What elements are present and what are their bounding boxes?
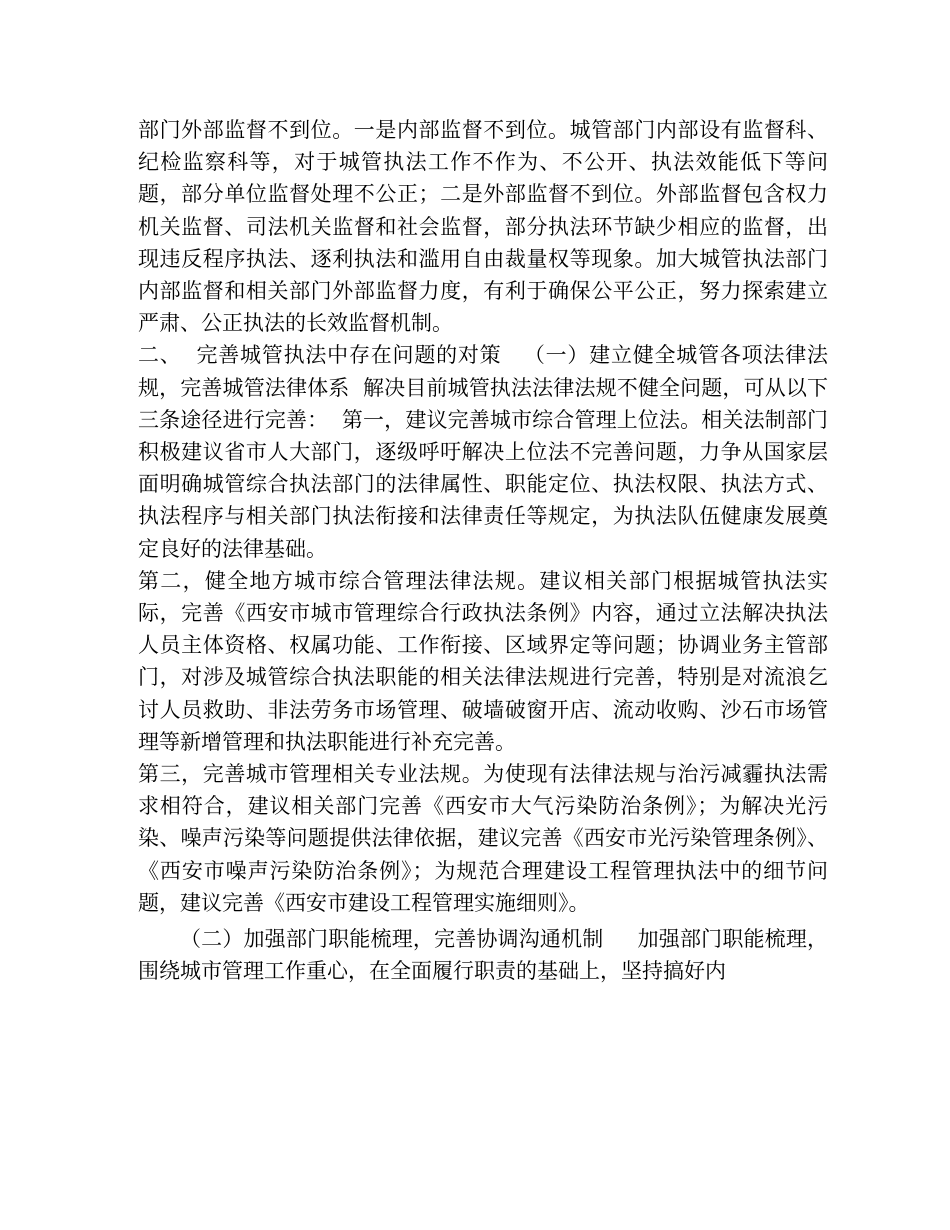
paragraph-countermeasures: 二、 完善城管执法中存在问题的对策 （一）建立健全城管各项法律法规，完善城管法律体系 解决目前城管执法法律法规不健全问题，可从以下三条途径进行完善： 第一，建议完善城市综合管理上位法。相关法制部门积极建议省市人大部门，逐级呼吁解决上位法不完善问题，力争从国家层面明确城管综合执法部门的法律属性、职能定位、执法权限、执法方式、执法程序与相关部门执法衔接和法律责任等规定，为执法队伍健康发展奠定良好的法律基础。 xyxy=(138,343,828,561)
paragraph-second-point: 第二，健全地方城市综合管理法律法规。建议相关部门根据城管执法实际，完善《西安市城市管理综合行政执法条例》内容，通过立法解决执法人员主体资格、权属功能、工作衔接、区域界定等问题；协调业务主管部门，对涉及城管综合执法职能的相关法律法规进行完善，特别是对流浪乞讨人员救助、非法劳务市场管理、破墙破窗开店、流动收购、沙石市场管理等新增管理和执法职能进行补充完善。 xyxy=(138,568,828,754)
paragraph-supervision: 部门外部监督不到位。一是内部监督不到位。城管部门内部设有监督科、纪检监察科等，对于城管执法工作不作为、不公开、执法效能低下等问题，部分单位监督处理不公正；二是外部监督不到位。外部监督包含权力机关监督、司法机关监督和社会监督，部分执法环节缺少相应的监督，出现违反程序执法、逐利执法和滥用自由裁量权等现象。加大城管执法部门内部监督和相关部门外部监督力度，有利于确保公平公正，努力探索建立严肃、公正执法的长效监督机制。 xyxy=(138,118,828,336)
paragraph-section-two: （二）加强部门职能梳理，完善协调沟通机制 加强部门职能梳理，围绕城市管理工作重心，在全面履行职责的基础上，坚持搞好内 xyxy=(138,927,828,984)
document-body xyxy=(138,114,828,987)
paragraph-third-point: 第三，完善城市管理相关专业法规。为使现有法律法规与治污减霾执法需求相符合，建议相关部门完善《西安市大气污染防治条例》；为解决光污染、噪声污染等问题提供法律依据，建议完善《西安市光污染管理条例》、《西安市噪声污染防治条例》；为规范合理建设工程管理执法中的细节问题，建议完善《西安市建设工程管理实施细则》。 xyxy=(138,762,828,915)
